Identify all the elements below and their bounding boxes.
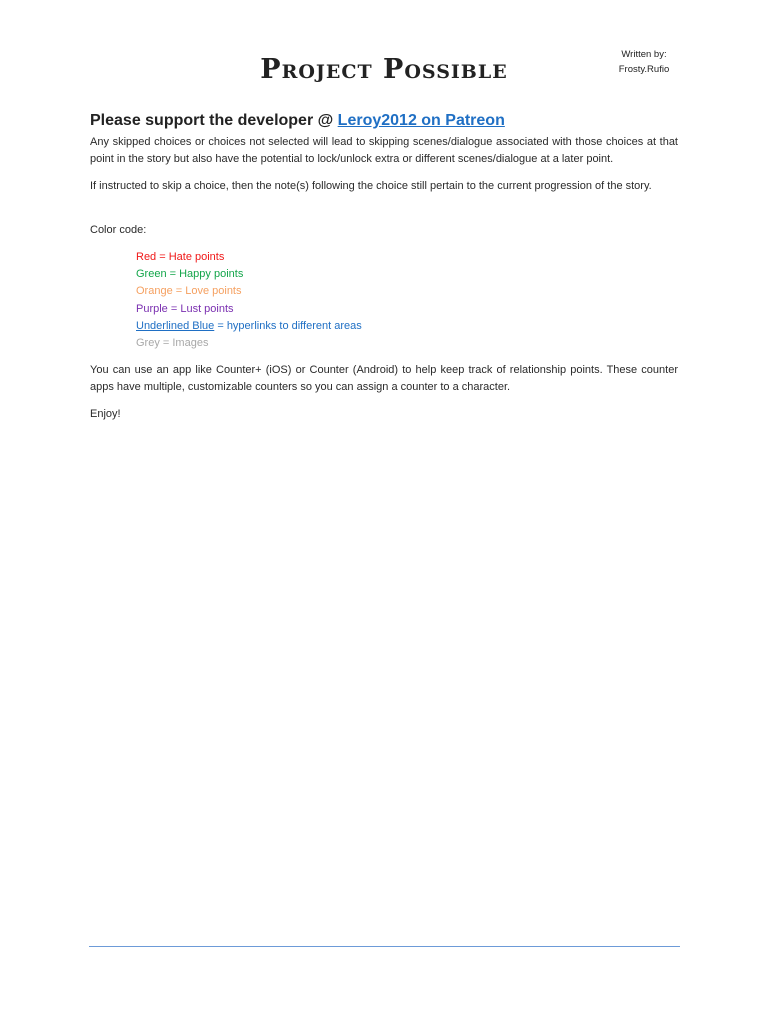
- document-title: Project Possible: [260, 54, 508, 85]
- author-label: Written by:: [621, 49, 667, 60]
- skip-instruction-paragraph: If instructed to skip a choice, then the note(s) following the choice still pertain to the current progression of the story.: [90, 180, 652, 192]
- legend-red: Red = Hate points: [136, 251, 225, 263]
- legend-blue-underlined: Underlined Blue: [136, 319, 215, 332]
- support-heading: [90, 112, 505, 130]
- legend-orange: Orange = Love points: [136, 285, 242, 298]
- footer-divider: [89, 946, 680, 947]
- patreon-link[interactable]: Leroy2012 on Patreon: [337, 112, 505, 129]
- legend-green: Green = Happy points: [136, 268, 244, 281]
- legend-blue: [136, 318, 362, 335]
- counter-app-paragraph: You can use an app like Counter+ (iOS) or Counter (Android) to help keep track of relationship points. These counter apps have multiple, customizable counters so you can assign a counter to a character.: [90, 364, 678, 393]
- support-heading-text: Please support the developer @: [90, 112, 338, 129]
- color-code-list: [136, 249, 362, 352]
- author-credit: [604, 47, 684, 77]
- skipped-choices-paragraph: Any skipped choices or choices not selected will lead to skipping scenes/dialogue associated with those choices at that point in the story but also have the potential to lock/unlock extra or different scenes/dialogue at a later point.: [90, 136, 678, 165]
- legend-purple: Purple = Lust points: [136, 302, 234, 315]
- color-code-label: Color code:: [90, 224, 147, 236]
- legend-grey: Grey = Images: [136, 337, 209, 350]
- enjoy-text: Enjoy!: [90, 408, 121, 420]
- legend-blue-description: = hyperlinks to different areas: [214, 319, 362, 332]
- author-name: Frosty.Rufio: [618, 64, 670, 75]
